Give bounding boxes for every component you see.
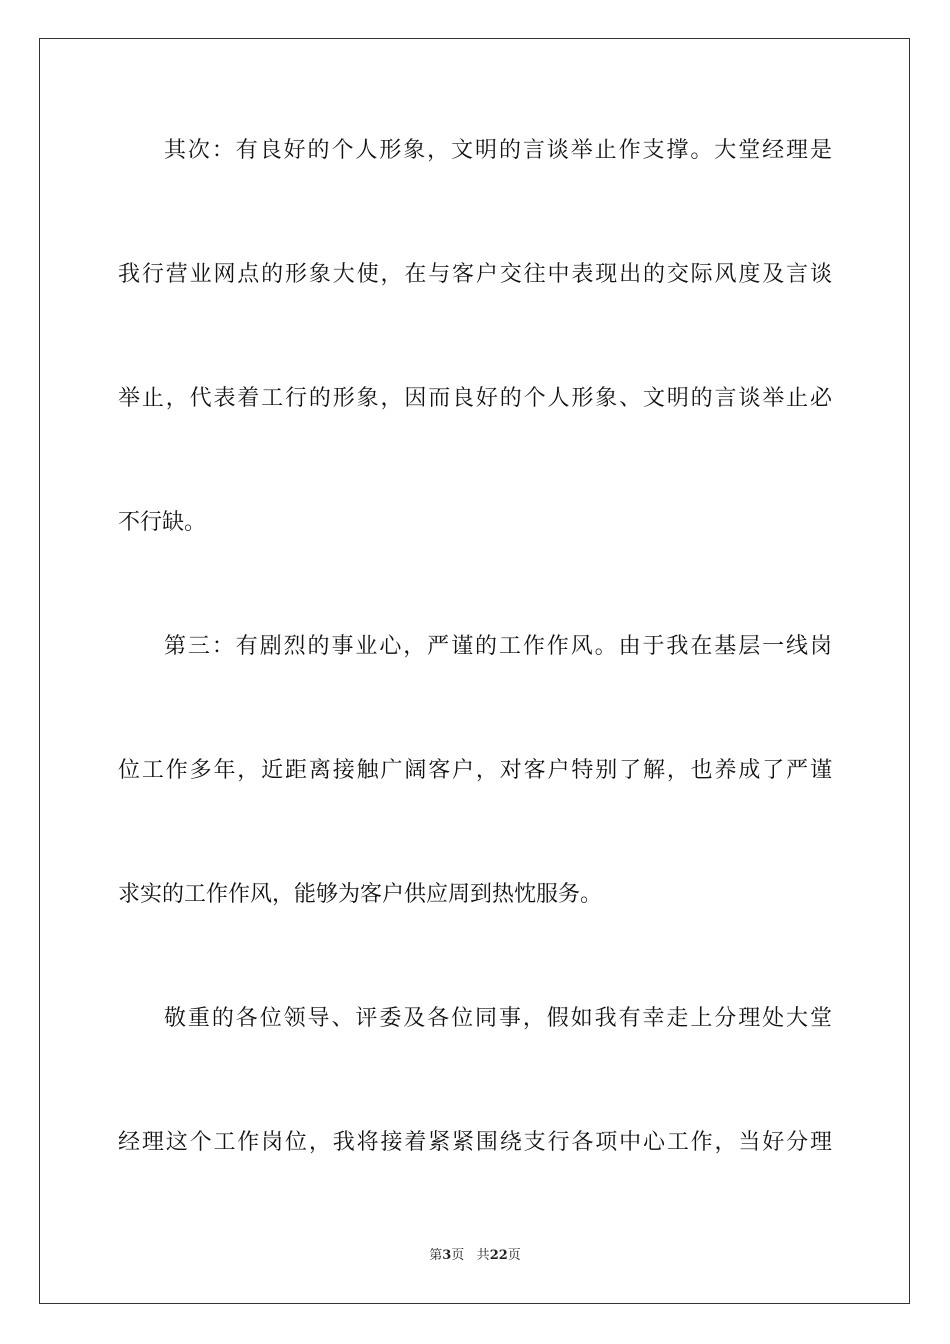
- paragraph-line: 举止，代表着工行的形象，因而良好的个人形象、文明的言谈举止必: [118, 386, 832, 411]
- footer-total-prefix: 共: [476, 1248, 490, 1263]
- footer-page-number: 3: [442, 1248, 452, 1263]
- page-footer: [0, 1247, 950, 1265]
- page-border: [39, 38, 910, 1304]
- paragraph-line: 敬重的各位领导、评委及各位同事，假如我有幸走上分理处大堂: [164, 1006, 832, 1031]
- footer-page-prefix: 第: [429, 1248, 443, 1263]
- paragraph-line: 不行缺。: [118, 510, 207, 535]
- paragraph-line: 求实的工作作风，能够为客户供应周到热忱服务。: [118, 882, 603, 907]
- footer-total-pages: 22: [489, 1248, 508, 1263]
- footer-total-suffix: 页: [507, 1248, 521, 1263]
- paragraph-line: 其次：有良好的个人形象，文明的言谈举止作支撑。大堂经理是: [164, 138, 832, 163]
- footer-page-suffix: 页: [451, 1248, 465, 1263]
- paragraph-line: 经理这个工作岗位，我将接着紧紧围绕支行各项中心工作，当好分理: [118, 1130, 832, 1155]
- paragraph-line: 我行营业网点的形象大使，在与客户交往中表现出的交际风度及言谈: [118, 262, 832, 287]
- paragraph-line: 第三：有剧烈的事业心，严谨的工作作风。由于我在基层一线岗: [164, 634, 832, 659]
- paragraph-line: 位工作多年，近距离接触广阔客户，对客户特别了解，也养成了严谨: [118, 758, 832, 783]
